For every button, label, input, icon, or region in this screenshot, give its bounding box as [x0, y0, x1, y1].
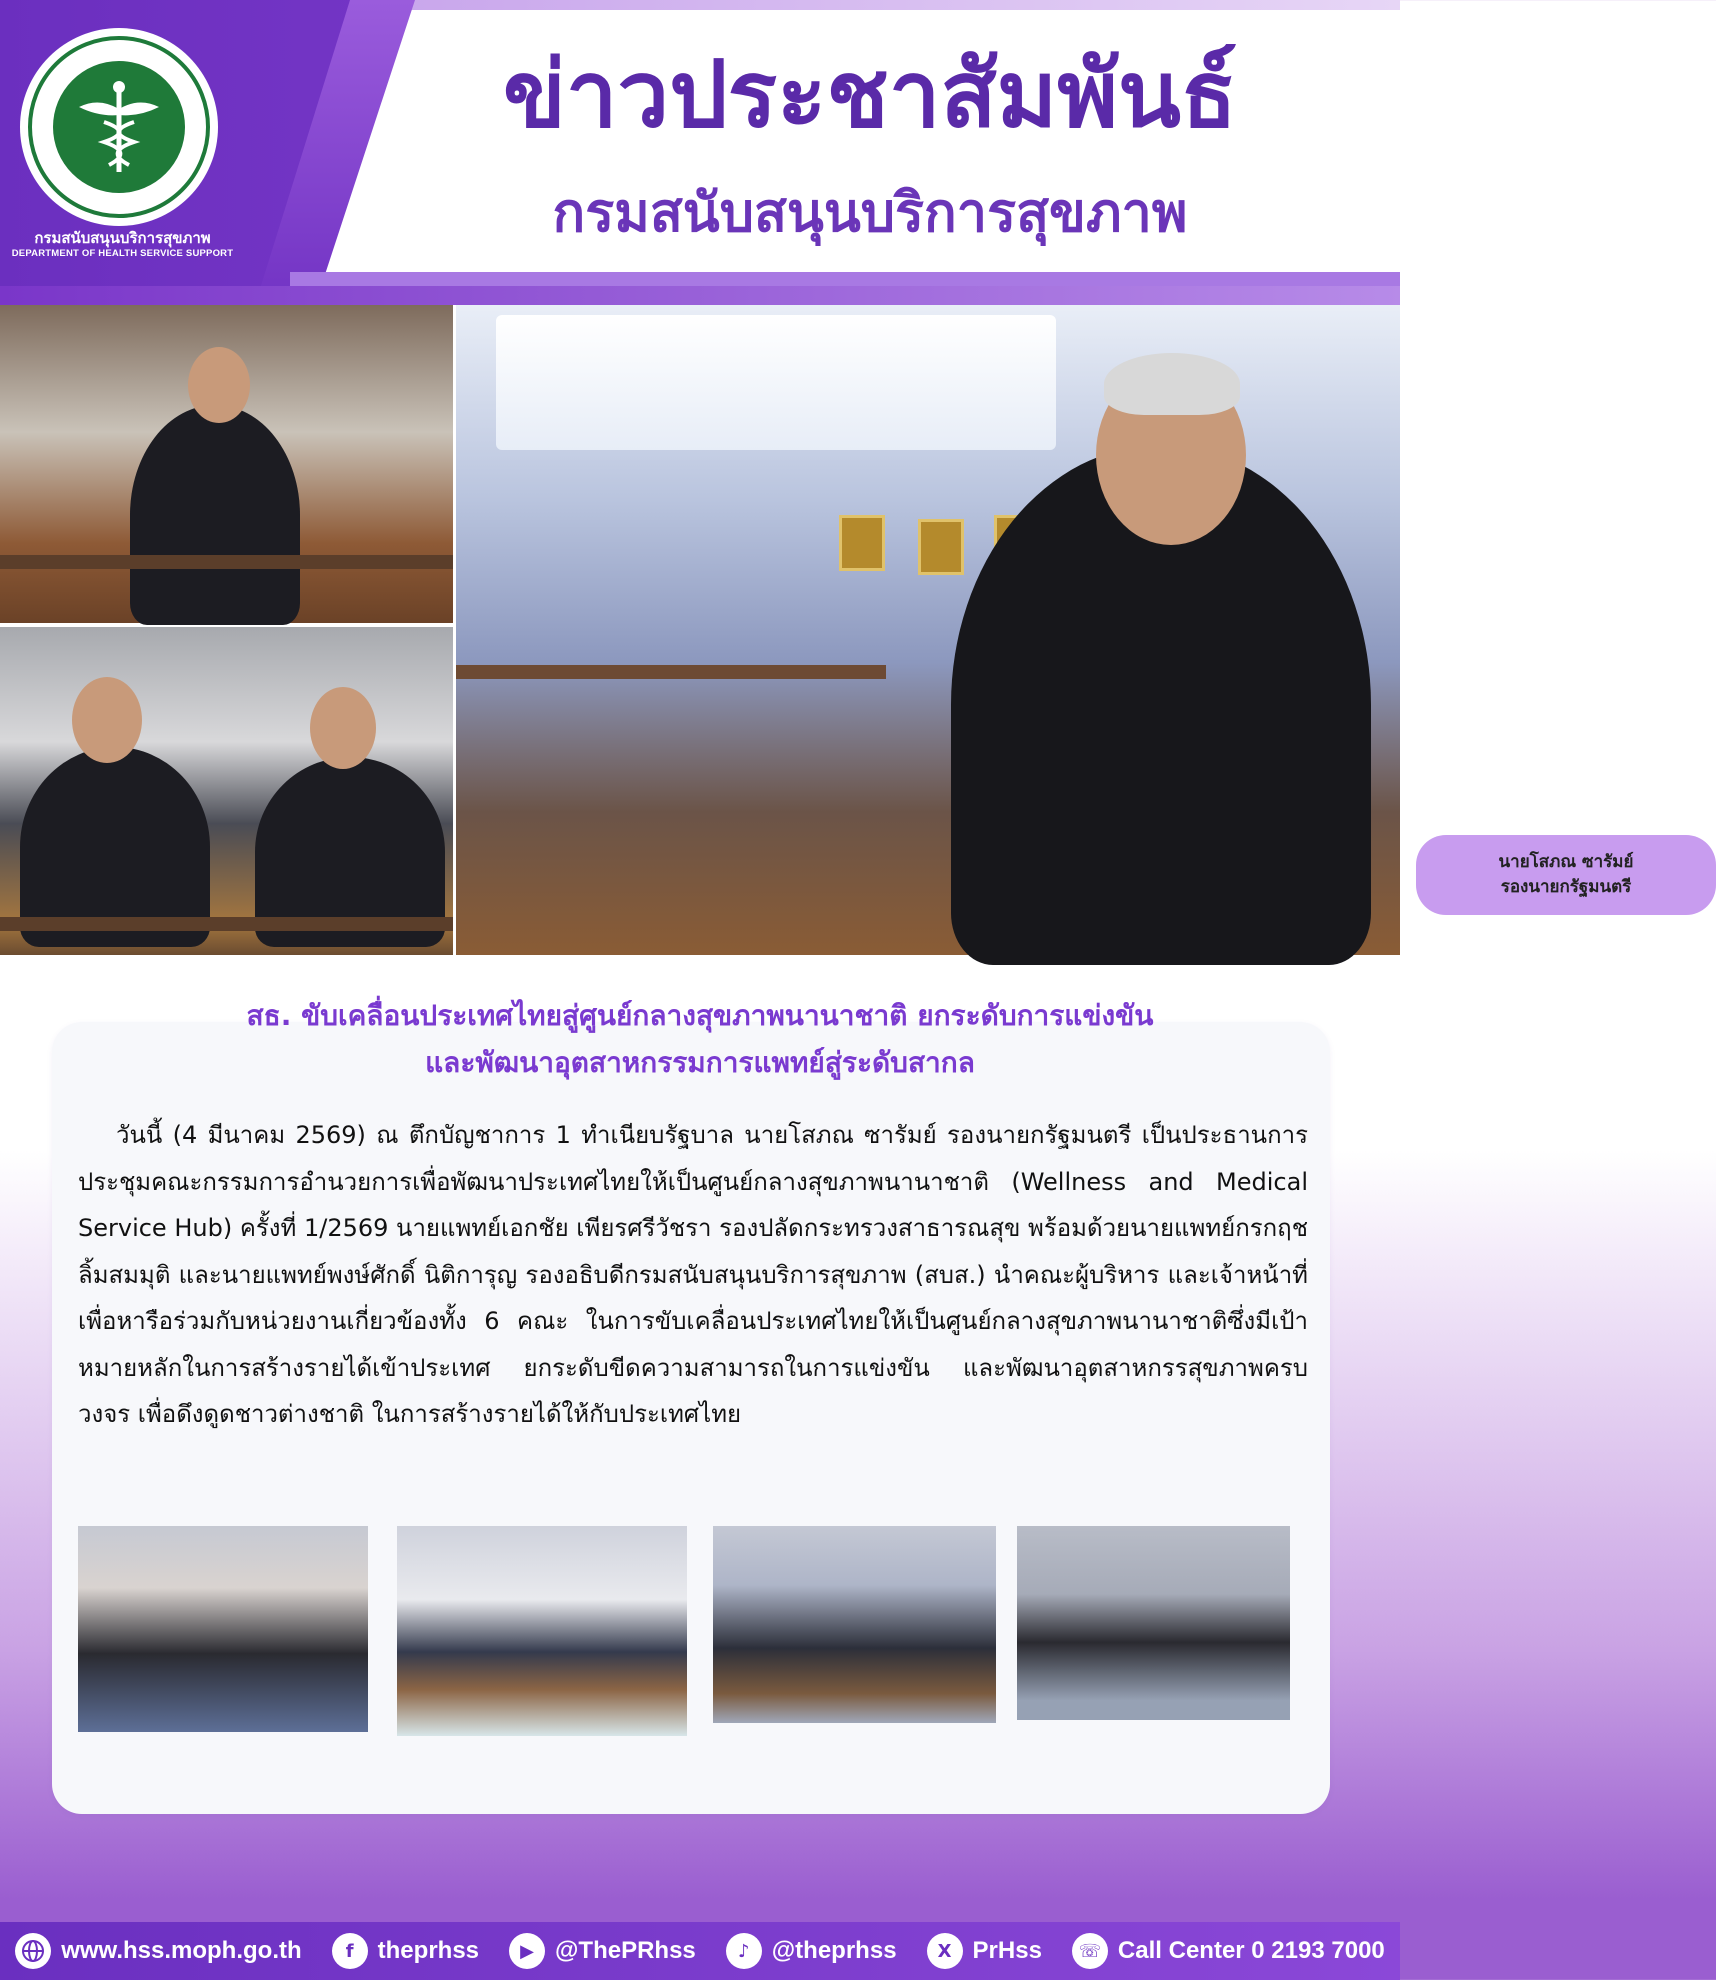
article-headline	[0, 992, 1400, 1086]
call-center-label: Call Center 0 2193 7000	[1117, 1937, 1385, 1964]
thumbnail-photo-4	[1017, 1526, 1290, 1720]
thumbnail-photo-2	[397, 1526, 687, 1736]
ministry-logo	[20, 28, 218, 226]
photo-two-officials	[0, 627, 453, 955]
headline-line-2: และพัฒนาอุตสาหกรรมการแพทย์สู่ระดับสากล	[425, 1046, 975, 1079]
website-label: www.hss.moph.go.th	[61, 1937, 302, 1964]
footer-contact-bar	[0, 1922, 1400, 1980]
org-name-block	[10, 230, 235, 260]
org-name-th: กรมสนับสนุนบริการสุขภาพ	[34, 230, 211, 247]
x-label: PrHss	[972, 1937, 1042, 1964]
youtube-label: @ThePRhss	[555, 1937, 696, 1964]
header-top-stripe	[410, 0, 1400, 10]
footer-facebook[interactable]	[332, 1933, 479, 1969]
footer-youtube[interactable]	[509, 1933, 696, 1969]
facebook-icon: f	[332, 1933, 368, 1969]
thumbnail-photo-3	[713, 1526, 996, 1723]
tiktok-icon: ♪	[726, 1933, 762, 1969]
caduceus-icon	[53, 61, 185, 193]
footer-call-center[interactable]	[1072, 1933, 1385, 1969]
thumbnail-photo-1	[78, 1526, 368, 1732]
header-banner	[0, 0, 1400, 305]
page-subtitle: กรมสนับสนุนบริการสุขภาพ	[552, 181, 1188, 244]
photo-official-seated	[0, 305, 453, 623]
speaker-name: นายโสภณ ซารัมย์	[1498, 852, 1634, 872]
org-name-en: DEPARTMENT OF HEALTH SERVICE SUPPORT	[11, 248, 234, 259]
article-body: วันนี้ (4 มีนาคม 2569) ณ ตึกบัญชาการ 1 ทำเนียบรัฐบาล นายโสภณ ซารัมย์ รองนายกรัฐมนตรี เป็นประธานการประชุมคณะกรรมการอำนวยการเพื่อพัฒนาประเทศไทยให้เป็นศูนย์กลางสุขภาพนานาชาติ (Wellness and Medical Service Hub) ครั้งที่ 1/2569 นายแพทย์เอกชัย เพียรศรีวัชรา รองปลัดกระทรวงสาธารณสุข พร้อมด้วยนายแพทย์กรกฤช ลิ้มสมมุติ และนายแพทย์พงษ์ศักดิ์ นิติการุญ รองอธิบดีกรมสนับสนุนบริการสุขภาพ (สบส.) นำคณะผู้บริหาร และเจ้าหน้าที่ เพื่อหารือร่วมกับหน่วยงานเกี่ยวข้องทั้ง 6 คณะ ในการขับเคลื่อนประเทศไทยให้เป็นศูนย์กลางสุขภาพนานาชาติซึ่งมีเป้าหมายหลักในการสร้างรายได้เข้าประเทศ ยกระดับขีดความสามารถในการแข่งขัน และพัฒนาอุตสาหกรรสุขภาพครบวงจร เพื่อดึงดูดชาวต่างชาติ ในการสร้างรายได้ให้กับประเทศไทย	[78, 1121, 1308, 1428]
facebook-label: theprhss	[377, 1937, 480, 1964]
speaker-position: รองนายกรัฐมนตรี	[1500, 877, 1632, 897]
x-icon: X	[927, 1933, 963, 1969]
page-title: ข่าวประชาสัมพันธ์	[502, 41, 1238, 148]
footer-x[interactable]	[927, 1933, 1042, 1969]
logo-ring	[28, 36, 210, 218]
photo-collage	[0, 305, 1634, 955]
headline-line-1: สธ. ขับเคลื่อนประเทศไทยสู่ศูนย์กลางสุขภาพนานาชาติ ยกระดับการแข่งขัน	[246, 999, 1154, 1032]
tiktok-label: @theprhss	[771, 1937, 897, 1964]
header-stripe	[290, 272, 1400, 286]
speaker-caption	[1416, 835, 1716, 915]
footer-website[interactable]	[15, 1933, 301, 1969]
photo-meeting-room	[456, 305, 1634, 955]
phone-icon: ☏	[1072, 1933, 1108, 1969]
header-stripe-lower	[0, 286, 1400, 305]
youtube-icon: ▶	[509, 1933, 545, 1969]
footer-tiktok[interactable]	[726, 1933, 897, 1969]
globe-icon	[15, 1933, 51, 1969]
